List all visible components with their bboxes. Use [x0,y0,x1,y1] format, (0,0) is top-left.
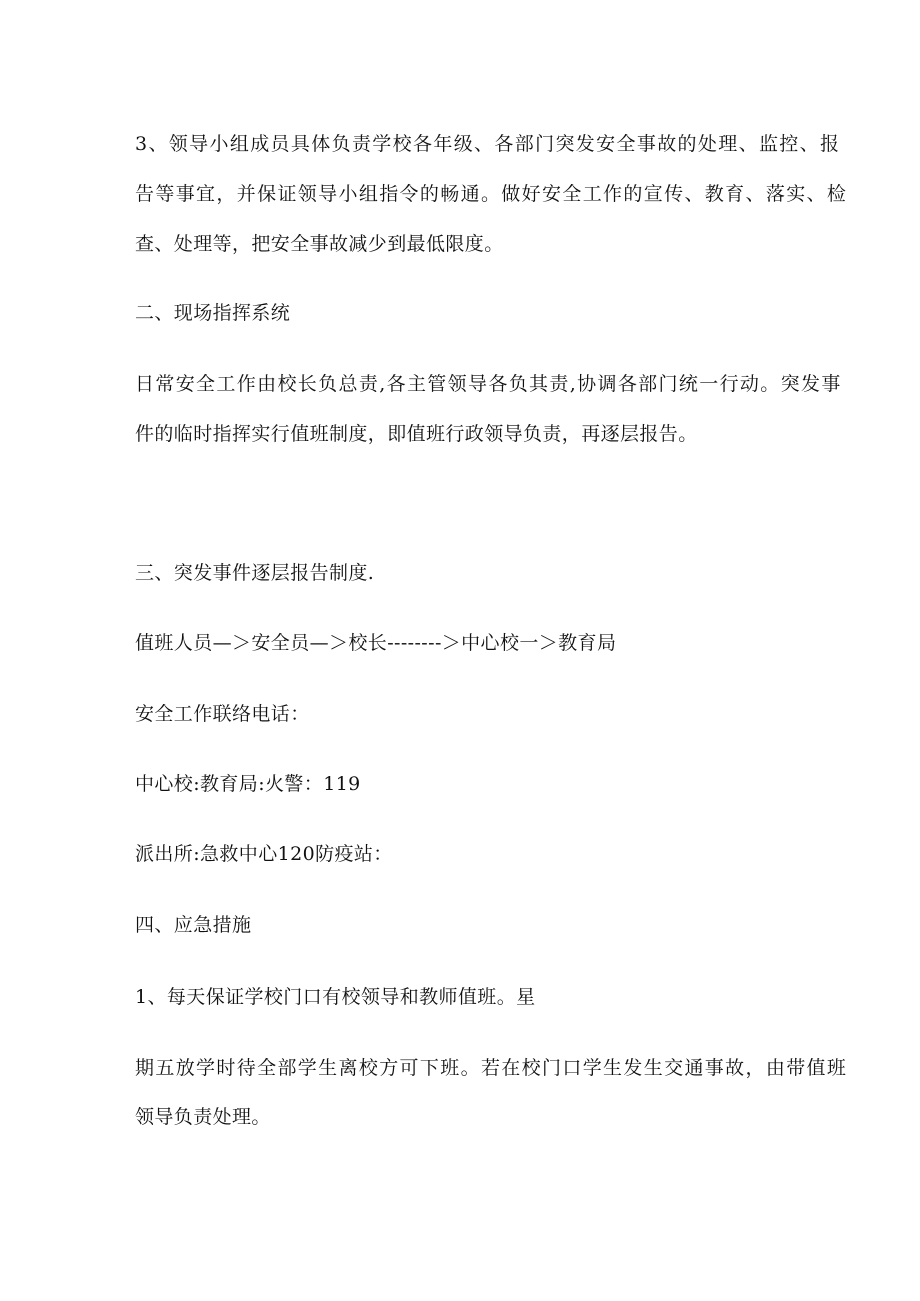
heading-report-system: 三、突发事件逐层报告制度. [135,562,375,584]
contact-line-2: 派出所:急救中心120防疫站： [135,843,393,865]
paragraph-leader-group-line-1: 3、领导小组成员具体负责学校各年级、各部门突发安全事故的处理、监控、报 [135,133,841,155]
measure-1-line-2: 期五放学时待全部学生离校方可下班。若在校门口学生发生交通事故，由带值班 [135,1057,848,1079]
heading-emergency-measures: 四、应急措施 [135,914,252,936]
report-chain: 值班人员—＞安全员—＞校长--------＞中心校一＞教育局 [135,632,617,654]
paragraph-leader-group-line-3: 查、处理等，把安全事故减少到最低限度。 [135,233,504,255]
measure-1-line-1: 1、每天保证学校门口有校领导和教师值班。星 [135,986,536,1008]
paragraph-command-line-2: 件的临时指挥实行值班制度，即值班行政领导负责，再逐层报告。 [135,423,698,445]
paragraph-leader-group-line-2: 告等事宜，并保证领导小组指令的畅通。做好安全工作的宣传、教育、落实、检 [135,183,848,205]
paragraph-command-line-1: 日常安全工作由校长负总责,各主管领导各负其责,协调各部门统一行动。突发事 [135,373,842,395]
heading-command-system: 二、现场指挥系统 [135,302,291,324]
contact-title: 安全工作联络电话： [135,703,310,725]
contact-line-1: 中心校:教育局:火警：119 [135,773,361,795]
measure-1-line-3: 领导负责处理。 [135,1106,271,1128]
